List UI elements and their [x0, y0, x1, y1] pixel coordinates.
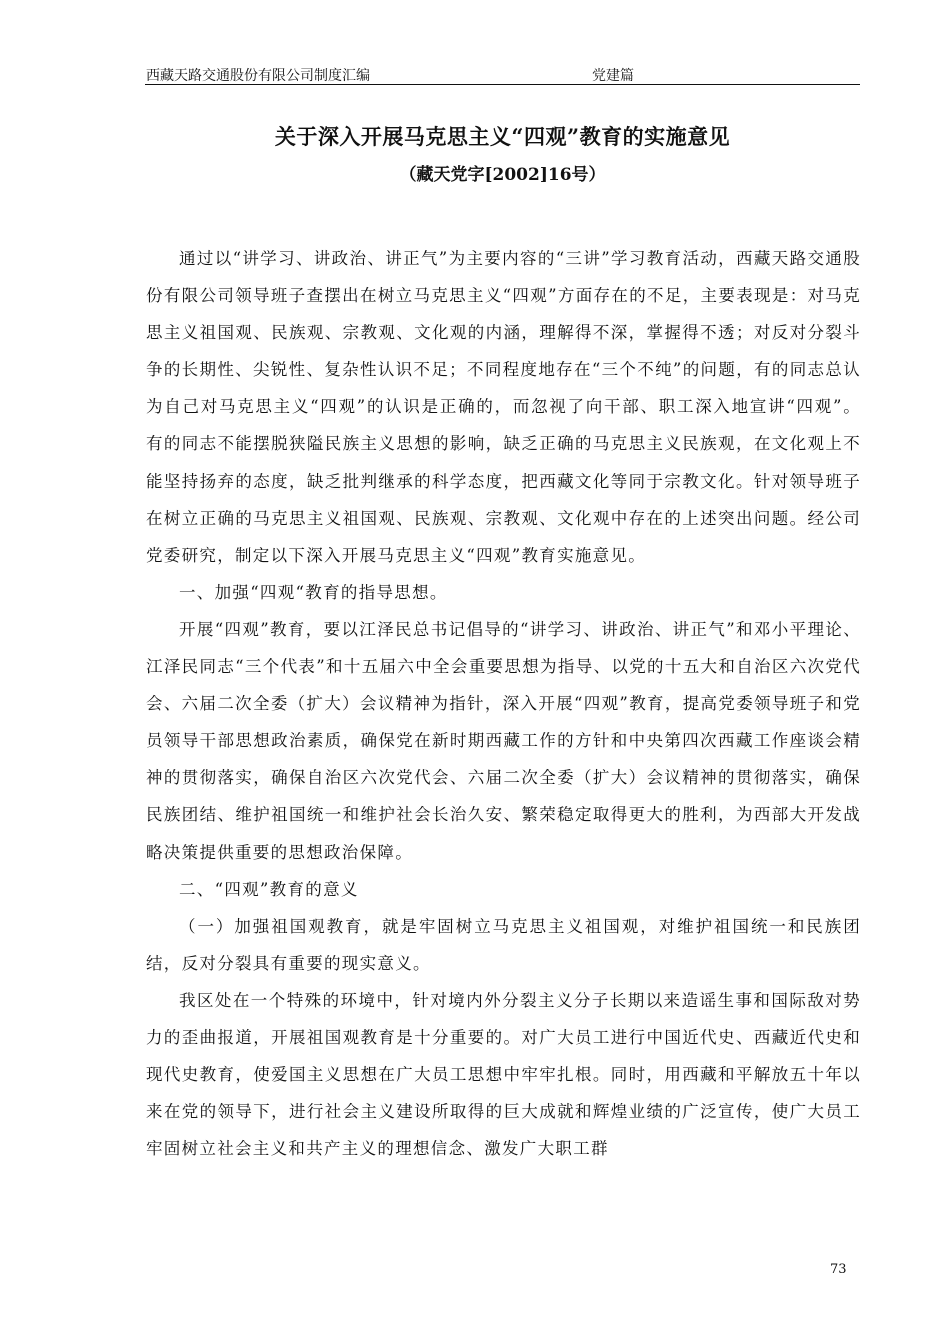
header-section-title: 党建篇 [592, 68, 634, 84]
document-title: 关于深入开展马克思主义“四观”教育的实施意见 [274, 124, 731, 149]
subsection-heading-1: （一）加强祖国观教育，就是牢固树立马克思主义祖国观，对维护祖国统一和民族团结，反对分裂具有重要的现实意义。 [146, 916, 861, 973]
page-number: 73 [830, 1262, 847, 1277]
section-heading-2: 二、“四观”教育的意义 [179, 879, 359, 899]
paragraph-guiding-thought: 开展“四观”教育，要以江泽民总书记倡导的“讲学习、讲政治、讲正气”和邓小平理论、江泽民同志“三个代表”和十五届六中全会重要思想为指导、以党的十五大和自治区六次党代会、六届二次全委（扩大）会议精神为指针，深入开展“四观”教育，提高党委领导班子和党员领导干部思想政治素质，确保党在新时期西藏工作的方针和中央第四次西藏工作座谈会精神的贯彻落实，确保自治区六次党代会、六届二次全委（扩大）会议精神的贯彻落实，确保民族团结、维护祖国统一和维护社会长治久安、繁荣稳定取得更大的胜利，为西部大开发战略决策提供重要的思想政治保障。 [146, 619, 861, 862]
paragraph-intro: 通过以“讲学习、讲政治、讲正气”为主要内容的“三讲”学习教育活动，西藏天路交通股份有限公司领导班子查摆出在树立马克思主义“四观”方面存在的不足，主要表现是：对马克思主义祖国观、民族观、宗教观、文化观的内涵，理解得不深，掌握得不透；对反对分裂斗争的长期性、尖锐性、复杂性认识不足；不同程度地存在“三个不纯”的问题，有的同志总认为自己对马克思主义“四观”的认识是正确的，而忽视了向干部、职工深入地宣讲“四观”。有的同志不能摆脱狭隘民族主义思想的影响，缺乏正确的马克思主义民族观，在文化观上不能坚持扬弃的态度，缺乏批判继承的科学态度，把西藏文化等同于宗教文化。针对领导班子在树立正确的马克思主义祖国观、民族观、宗教观、文化观中存在的上述突出问题。经公司党委研究，制定以下深入开展马克思主义“四观”教育实施意见。 [146, 249, 861, 565]
header-left-title: 西藏天路交通股份有限公司制度汇编 [146, 68, 370, 84]
paragraph-motherland-education: 我区处在一个特殊的环境中，针对境内外分裂主义分子长期以来造谣生事和国际敌对势力的歪曲报道，开展祖国观教育是十分重要的。对广大员工进行中国近代史、西藏近代史和现代史教育，使爱国主义思想在广大员工思想中牢牢扎根。同时，用西藏和平解放五十年以来在党的领导下，进行社会主义建设所取得的巨大成就和辉煌业绩的广泛宣传，使广大员工牢固树立社会主义和共产主义的理想信念、激发广大职工群 [146, 990, 861, 1159]
header-divider [145, 84, 860, 85]
document-number: （藏天党字[2002]16号） [399, 165, 606, 185]
document-body [146, 240, 861, 1167]
section-heading-1: 一、加强“四观“教育的指导思想。 [179, 582, 448, 602]
